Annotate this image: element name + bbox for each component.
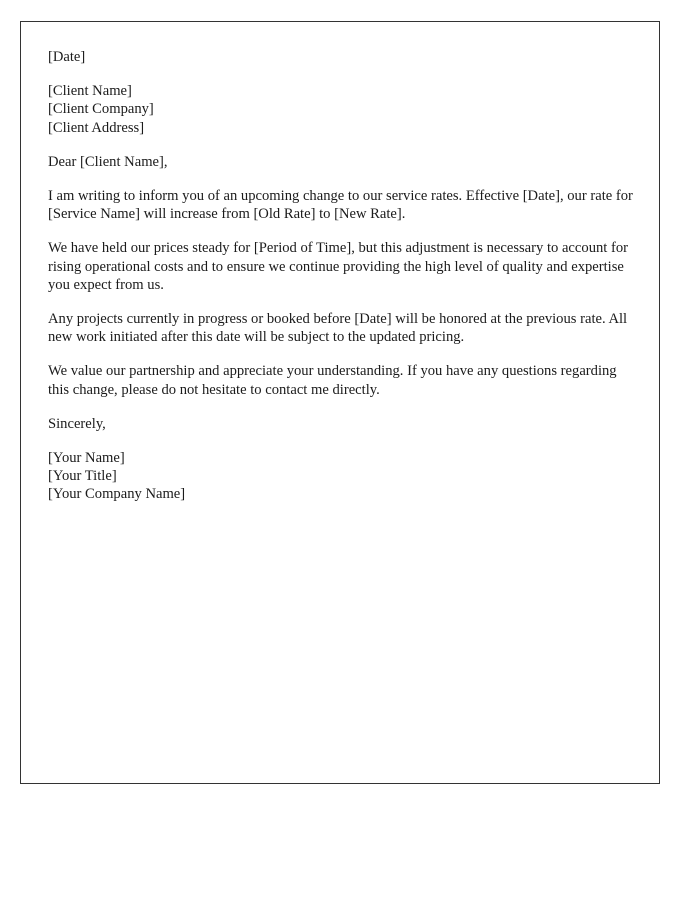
body-paragraph-3: Any projects currently in progress or booked before [Date] will be honored at the previous rate. All new work initiated after this date will be subject to the updated pricing. (48, 311, 628, 346)
body-paragraph-4: We value our partnership and appreciate your understanding. If you have any questions regarding this change, please do not hesitate to contact me directly. (48, 363, 617, 398)
body-paragraph-2: We have held our prices steady for [Period of Time], but this adjustment is necessary to account for rising operational costs and to ensure we continue providing the high level of quality and expertise you expect from us. (48, 240, 629, 293)
body-paragraph-1: I am writing to inform you of an upcoming change to our service rates. Effective [Date], our rate for [Service Name] will increase from [Old Rate] to [New Rate]. (48, 188, 633, 223)
date-line: [Date] (48, 49, 86, 65)
recipient-company: [Client Company] (48, 101, 154, 118)
recipient-address: [Client Address] (48, 119, 145, 136)
letter-content (48, 48, 633, 504)
recipient-address-block (48, 82, 633, 137)
recipient-name: [Client Name] (48, 83, 132, 100)
sender-title: [Your Title] (48, 468, 117, 485)
salutation: Dear [Client Name], (48, 153, 168, 170)
sender-company: [Your Company Name] (48, 486, 186, 503)
closing-line: Sincerely, (48, 415, 106, 432)
signature-block (48, 449, 633, 504)
letter-page (20, 21, 660, 784)
sender-name: [Your Name] (48, 450, 125, 467)
